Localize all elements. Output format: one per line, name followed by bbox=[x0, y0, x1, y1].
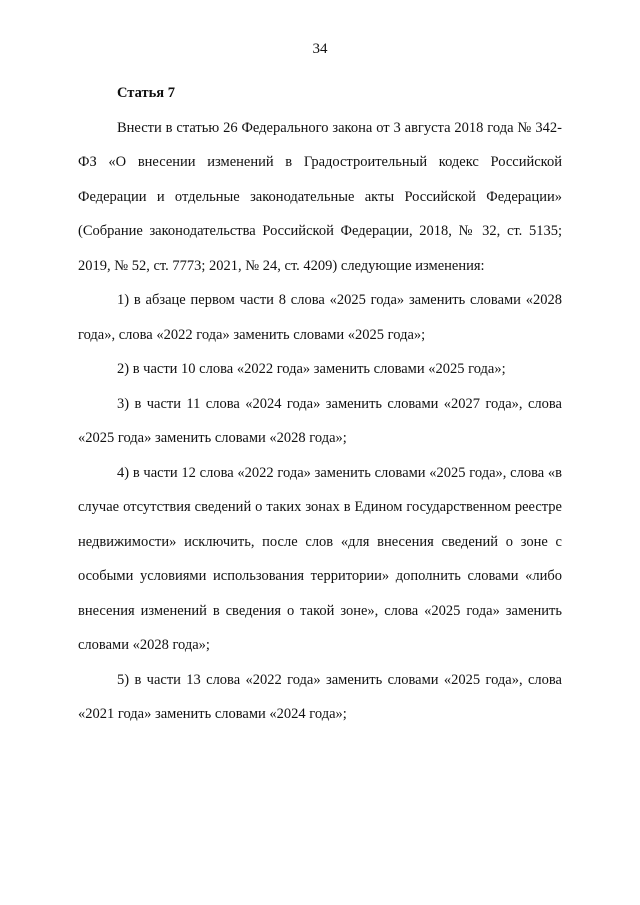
paragraph-item-1: 1) в абзаце первом части 8 слова «2025 года» заменить словами «2028 года», слова «2022 года» заменить словами «2025 года»; bbox=[78, 292, 562, 343]
page-number: 34 bbox=[312, 41, 328, 57]
paragraph-item-5: 5) в части 13 слова «2022 года» заменить словами «2025 года», слова «2021 года» заменить словами «2024 года»; bbox=[78, 671, 562, 722]
paragraph-item-2: 2) в части 10 слова «2022 года» заменить словами «2025 года»; bbox=[117, 361, 506, 377]
paragraph-intro: Внести в статью 26 Федерального закона от 3 августа 2018 года № 342-ФЗ «О внесении изменений в Градостроительный кодекс Российской Федерации и отдельные законодательные акты Российской Федерации» (Собрание законодательства Российской Федерации, 2018, № 32, ст. 5135; 2019, № 52, ст. 7773; 2021, № 24, ст. 4209) следующие изменения: bbox=[78, 119, 562, 274]
paragraph-item-4: 4) в части 12 слова «2022 года» заменить словами «2025 года», слова «в случае отсутствия сведений о таких зонах в Едином государственном реестре недвижимости» исключить, после слов «для внесения сведений о зоне с особыми условиями использования территории» дополнить словами «либо внесения изменений в сведения о такой зоне», слова «2025 года» заменить словами «2028 года»; bbox=[78, 464, 562, 653]
document-body bbox=[78, 76, 562, 732]
article-heading: Статья 7 bbox=[117, 85, 175, 101]
paragraph-item-3: 3) в части 11 слова «2024 года» заменить словами «2027 года», слова «2025 года» заменить словами «2028 года»; bbox=[78, 395, 562, 446]
